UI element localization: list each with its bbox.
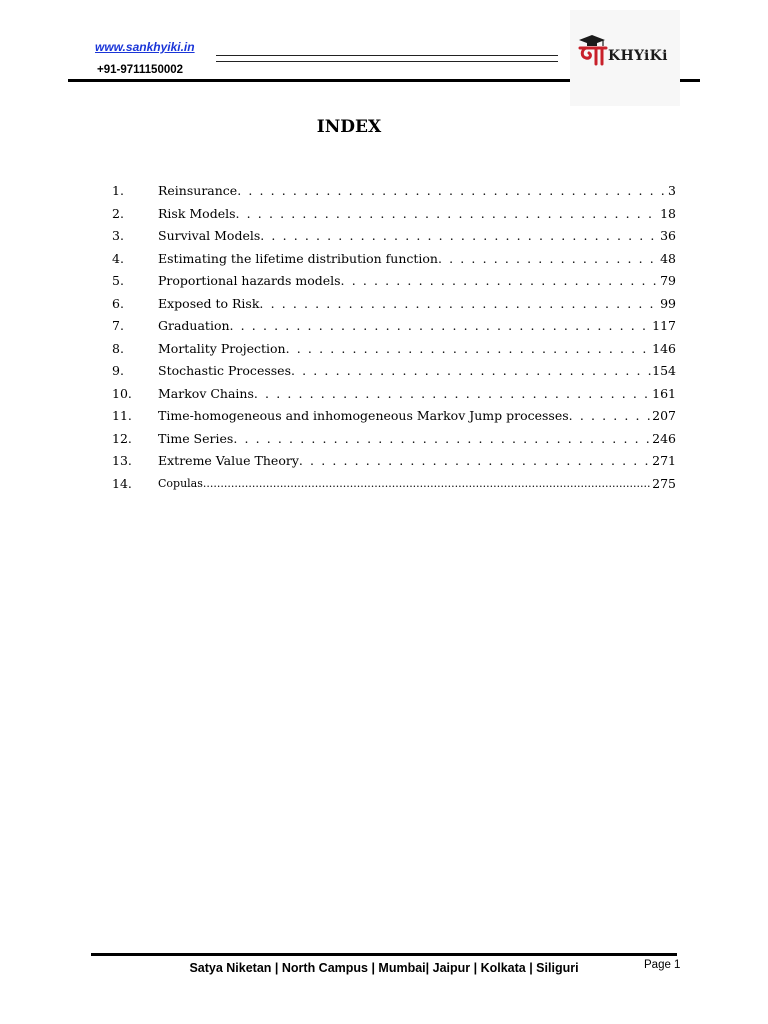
- toc-entry[interactable]: [0, 203, 768, 225]
- header-double-rule: [216, 55, 558, 62]
- toc-entry[interactable]: [0, 383, 768, 405]
- page-number: Page 1: [644, 959, 681, 971]
- footer-locations: Satya Niketan | North Campus | Mumbai| Jaipur | Kolkata | Siliguri: [189, 961, 579, 975]
- leader-dots: [236, 203, 660, 225]
- toc-entry-page: 146: [652, 340, 676, 356]
- toc-entry-label[interactable]: Graduation: [158, 318, 230, 333]
- toc-entry-label[interactable]: Markov Chains: [158, 385, 254, 401]
- footer-rule: [91, 953, 677, 956]
- toc-entry-label[interactable]: Exposed to Risk: [158, 295, 260, 311]
- toc-entry-page: 161: [652, 385, 676, 401]
- toc-entry-number: 5.: [112, 273, 124, 288]
- toc-entry[interactable]: [0, 248, 768, 270]
- toc-entry[interactable]: [0, 405, 768, 427]
- toc-entry-label[interactable]: Copulas: [158, 476, 203, 490]
- leader-dots: [299, 450, 651, 472]
- toc-entry-label[interactable]: Reinsurance: [158, 183, 238, 198]
- toc-entry-number: 4.: [112, 250, 124, 266]
- leader-dots: [341, 270, 660, 292]
- toc-entry[interactable]: [0, 270, 768, 292]
- toc-entry-number: 3.: [112, 228, 124, 243]
- leader-dots: [230, 315, 652, 337]
- toc-entry-number: 2.: [112, 205, 124, 221]
- toc-entry-number: 7.: [112, 318, 124, 333]
- logo-text: KHYiKi: [608, 48, 668, 64]
- toc-entry[interactable]: [0, 360, 768, 382]
- toc-entry[interactable]: [0, 315, 768, 337]
- toc-entry-page: 18: [660, 205, 676, 221]
- toc-entry-page: 79: [660, 273, 676, 288]
- toc-entry-number: 8.: [112, 340, 124, 356]
- toc-entry[interactable]: [0, 180, 768, 202]
- toc-entry-label[interactable]: Time-homogeneous and inhomogeneous Markov Jump processes: [158, 408, 569, 423]
- leader-dots: [438, 248, 659, 270]
- toc-entry-page: 48: [660, 250, 676, 266]
- leader-dots: [254, 383, 651, 405]
- toc-entry-page: 3: [668, 183, 676, 198]
- toc-entry-page: 117: [652, 318, 676, 333]
- toc-entry-page: 271: [652, 453, 676, 468]
- toc-entry-label[interactable]: Stochastic Processes: [158, 363, 291, 378]
- phone-number: +91-9711150002: [97, 64, 184, 76]
- leader-dots: [233, 428, 651, 450]
- toc-entry-number: 9.: [112, 363, 124, 378]
- toc-entry[interactable]: [0, 338, 768, 360]
- logo-mark-icon: [576, 32, 610, 66]
- toc-entry-label[interactable]: Time Series: [158, 430, 234, 446]
- toc-entry-number: 6.: [112, 295, 124, 311]
- toc-entry-label[interactable]: Extreme Value Theory: [158, 453, 299, 468]
- toc-entry[interactable]: [0, 225, 768, 247]
- toc-entry[interactable]: [0, 428, 768, 450]
- toc-entry-page: 36: [660, 228, 676, 243]
- toc-entry-label[interactable]: Estimating the lifetime distribution function: [158, 250, 438, 266]
- leader-dots: [291, 360, 651, 382]
- toc-entry-label[interactable]: Proportional hazards models: [158, 273, 341, 288]
- toc-entry-page: 99: [660, 295, 676, 311]
- leader-dots: [237, 180, 667, 202]
- leader-dots: [569, 405, 651, 427]
- toc-entry-page: 275: [652, 475, 676, 491]
- toc-entry[interactable]: [0, 450, 768, 472]
- toc-entry[interactable]: [0, 473, 768, 495]
- toc-entry[interactable]: [0, 293, 768, 315]
- leader-dots: [260, 225, 659, 247]
- toc-entry-page: 207: [652, 408, 676, 423]
- leader-dots: [203, 473, 651, 495]
- page-title: INDEX: [316, 117, 382, 137]
- logo: [570, 10, 680, 106]
- toc-entry-page: 154: [652, 363, 676, 378]
- toc-entry-number: 14.: [112, 475, 132, 491]
- leader-dots: [286, 338, 652, 360]
- toc-entry-number: 12.: [112, 430, 132, 446]
- toc-entry-label[interactable]: Risk Models: [158, 205, 236, 221]
- toc-entry-label[interactable]: Mortality Projection: [158, 340, 286, 356]
- toc-entry-number: 10.: [112, 385, 132, 401]
- toc-entry-number: 13.: [112, 453, 132, 468]
- toc-entry-number: 11.: [112, 408, 132, 423]
- toc-entry-number: 1.: [112, 183, 124, 198]
- toc-entry-label[interactable]: Survival Models: [158, 228, 261, 243]
- toc-entry-page: 246: [652, 430, 676, 446]
- website-link[interactable]: www.sankhyiki.in: [95, 40, 195, 54]
- leader-dots: [259, 293, 659, 315]
